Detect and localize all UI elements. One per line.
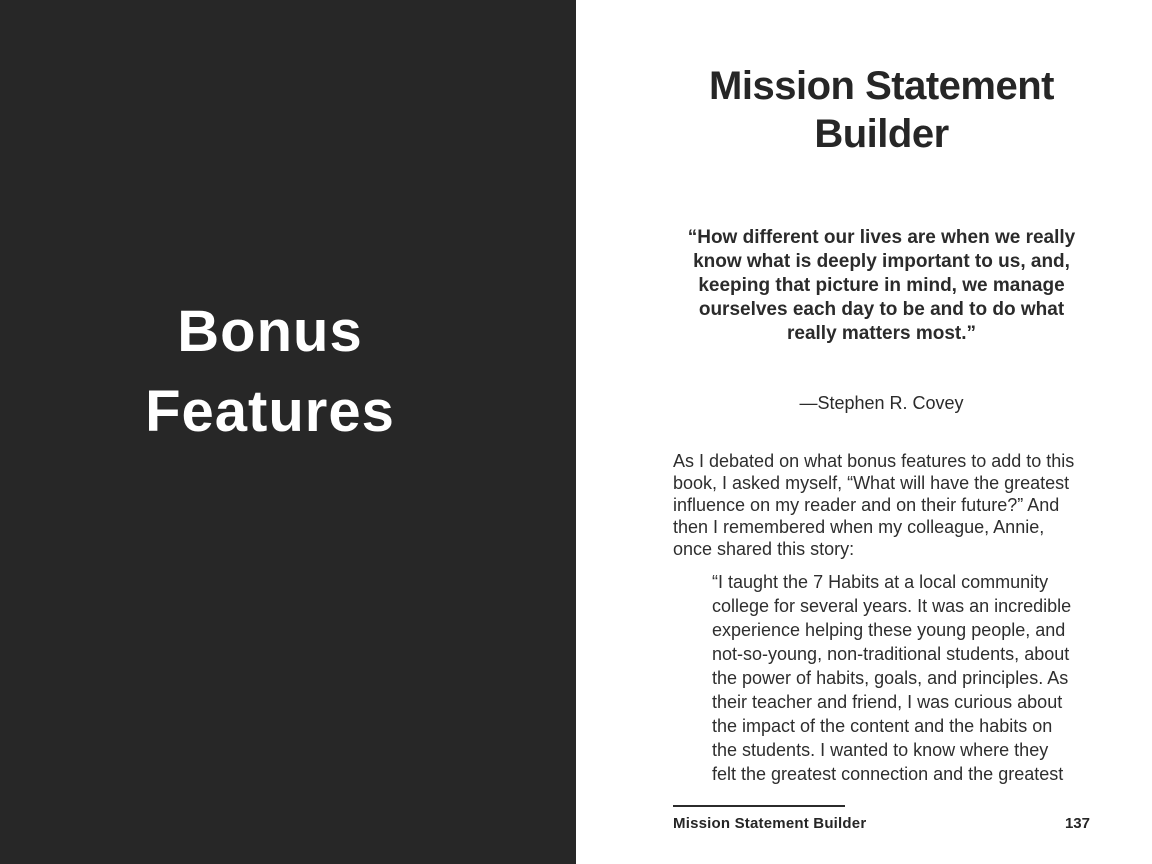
quote-attribution: —Stephen R. Covey — [799, 393, 964, 413]
text-line: ourselves each day to be and to do what — [698, 299, 1065, 320]
text-line: the impact of the content and the habits on — [712, 716, 1053, 736]
footer-rule — [673, 805, 845, 807]
chapter-title — [673, 62, 1090, 158]
text-line: keeping that picture in mind, we manage — [698, 275, 1065, 296]
text-line: once shared this story: — [673, 539, 855, 559]
running-header-label: Mission Statement Builder — [673, 815, 867, 832]
story-quote — [712, 570, 1090, 786]
text-line: not-so-young, non-traditional students, about — [712, 644, 1070, 664]
text-line: their teacher and friend, I was curious about — [712, 692, 1063, 712]
section-title — [0, 292, 540, 452]
chapter-title-line: Builder — [814, 112, 949, 156]
text-line: “I taught the 7 Habits at a local community — [712, 572, 1049, 592]
right-page — [576, 0, 1152, 864]
epigraph-quote — [673, 226, 1090, 346]
text-line: the students. I wanted to know where they — [712, 740, 1049, 760]
text-line: book, I asked myself, “What will have the greatest — [673, 473, 1070, 493]
text-line: really matters most.” — [786, 323, 977, 344]
text-line: the power of habits, goals, and principles. As — [712, 668, 1069, 688]
body-paragraph — [673, 450, 1090, 560]
text-line: know what is deeply important to us, and, — [693, 251, 1070, 272]
footer-left — [673, 805, 866, 831]
chapter-title-line: Mission Statement — [709, 64, 1054, 108]
text-line: then I remembered when my colleague, Annie, — [673, 517, 1045, 537]
page-number: 137 — [1064, 815, 1090, 832]
page-footer — [673, 805, 1090, 831]
text-line: felt the greatest connection and the greatest — [712, 764, 1064, 784]
section-title-line: Bonus — [177, 299, 363, 364]
text-line: As I debated on what bonus features to add to this — [673, 451, 1075, 471]
text-line: college for several years. It was an incredible — [712, 596, 1072, 616]
text-line: “How different our lives are when we really — [687, 227, 1076, 248]
text-line: experience helping these young people, and — [712, 620, 1066, 640]
text-line: influence on my reader and on their future?” And — [673, 495, 1060, 515]
section-title-line: Features — [145, 379, 395, 444]
